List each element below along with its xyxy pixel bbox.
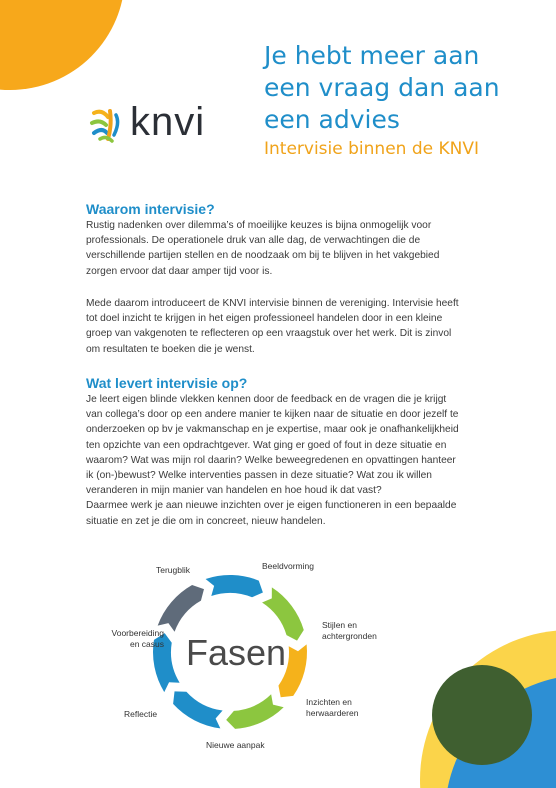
header-title-block: [264, 40, 544, 161]
section-1-paragraph-2: Mede daarom introduceert de KNVI intervisie binnen de vereniging. Intervisie heeft tot doel inzicht te krijgen in het eigen professioneel handelen door in een kleine groep van vakgenoten te reflecteren op een vraagstuk over het werk. Dit is zinvol om resultaten te boeken die je wenst.: [86, 298, 459, 355]
bottom-right-decoration: [370, 600, 556, 788]
phase-label-inzichten: Inzichten en herwaarderen: [306, 697, 359, 718]
phase-label-beeldvorming: Beeldvorming: [262, 561, 314, 571]
cycle-segment-6: [158, 585, 204, 632]
section-heading-waarom: Waarom intervisie?: [86, 201, 215, 217]
section-heading-wat-levert: Wat levert intervisie op?: [86, 375, 248, 391]
phase-label-terugblik: Terugblik: [156, 565, 191, 575]
page-title-line-1: Je hebt meer aan: [264, 41, 480, 70]
phase-label-reflectie: Reflectie: [124, 709, 158, 719]
cycle-segment-3: [226, 694, 284, 729]
section-1-paragraph-1: Rustig nadenken over dilemma’s of moeilijke keuzes is bijna onmogelijk voor professionals. De operationele druk van alle dag, de verwachtingen die de verschillende partijen stellen en de noodzaak om bij te blijven in het vakgebied zorgen ervoor dat daar amper tijd voor is.: [86, 220, 440, 277]
page-title-line-2: een vraag dan aan: [264, 73, 500, 102]
cycle-segment-4: [173, 691, 222, 728]
page-title-line-3: een advies: [264, 105, 400, 134]
knvi-logo-icon: [90, 105, 130, 145]
knvi-logo-text: knvi: [130, 100, 206, 144]
cycle-segment-0: [206, 575, 263, 597]
diagram-center-label: Fasen: [186, 632, 287, 673]
phase-label-voorbereiding: Voorbereiding en casus: [111, 628, 164, 649]
page-subtitle: Intervisie binnen de KNVI: [264, 139, 479, 159]
section-2-paragraph-1: Je leert eigen blinde vlekken kennen door de feedback en de vragen die je krijgt van collega’s door op een andere manier te kijken naar de situatie en door jezelf te onderzoeken op bv je vakmanschap en je expertise, maar ook je onafhankelijkheid ten opzichte van een opdrachtgever. Wat ging er goed of fout in deze situatie en waarom? Wat was mijn rol daarin? Welke beweegredenen en opvattingen hanteer ik (on-)bewust? Welke interventies passen in deze situatie? Wat zou ik willen veranderen in mijn manier van handelen en hoe houd ik dat vast? Daarmee werk je aan nieuwe inzichten over je eigen functioneren in een bepaalde situatie en zet je die om in concreet, nieuw handelen.: [86, 394, 459, 527]
phase-label-nieuwe-aanpak: Nieuwe aanpak: [206, 740, 265, 750]
phase-label-stijlen: Stijlen en achtergronden: [322, 620, 377, 641]
